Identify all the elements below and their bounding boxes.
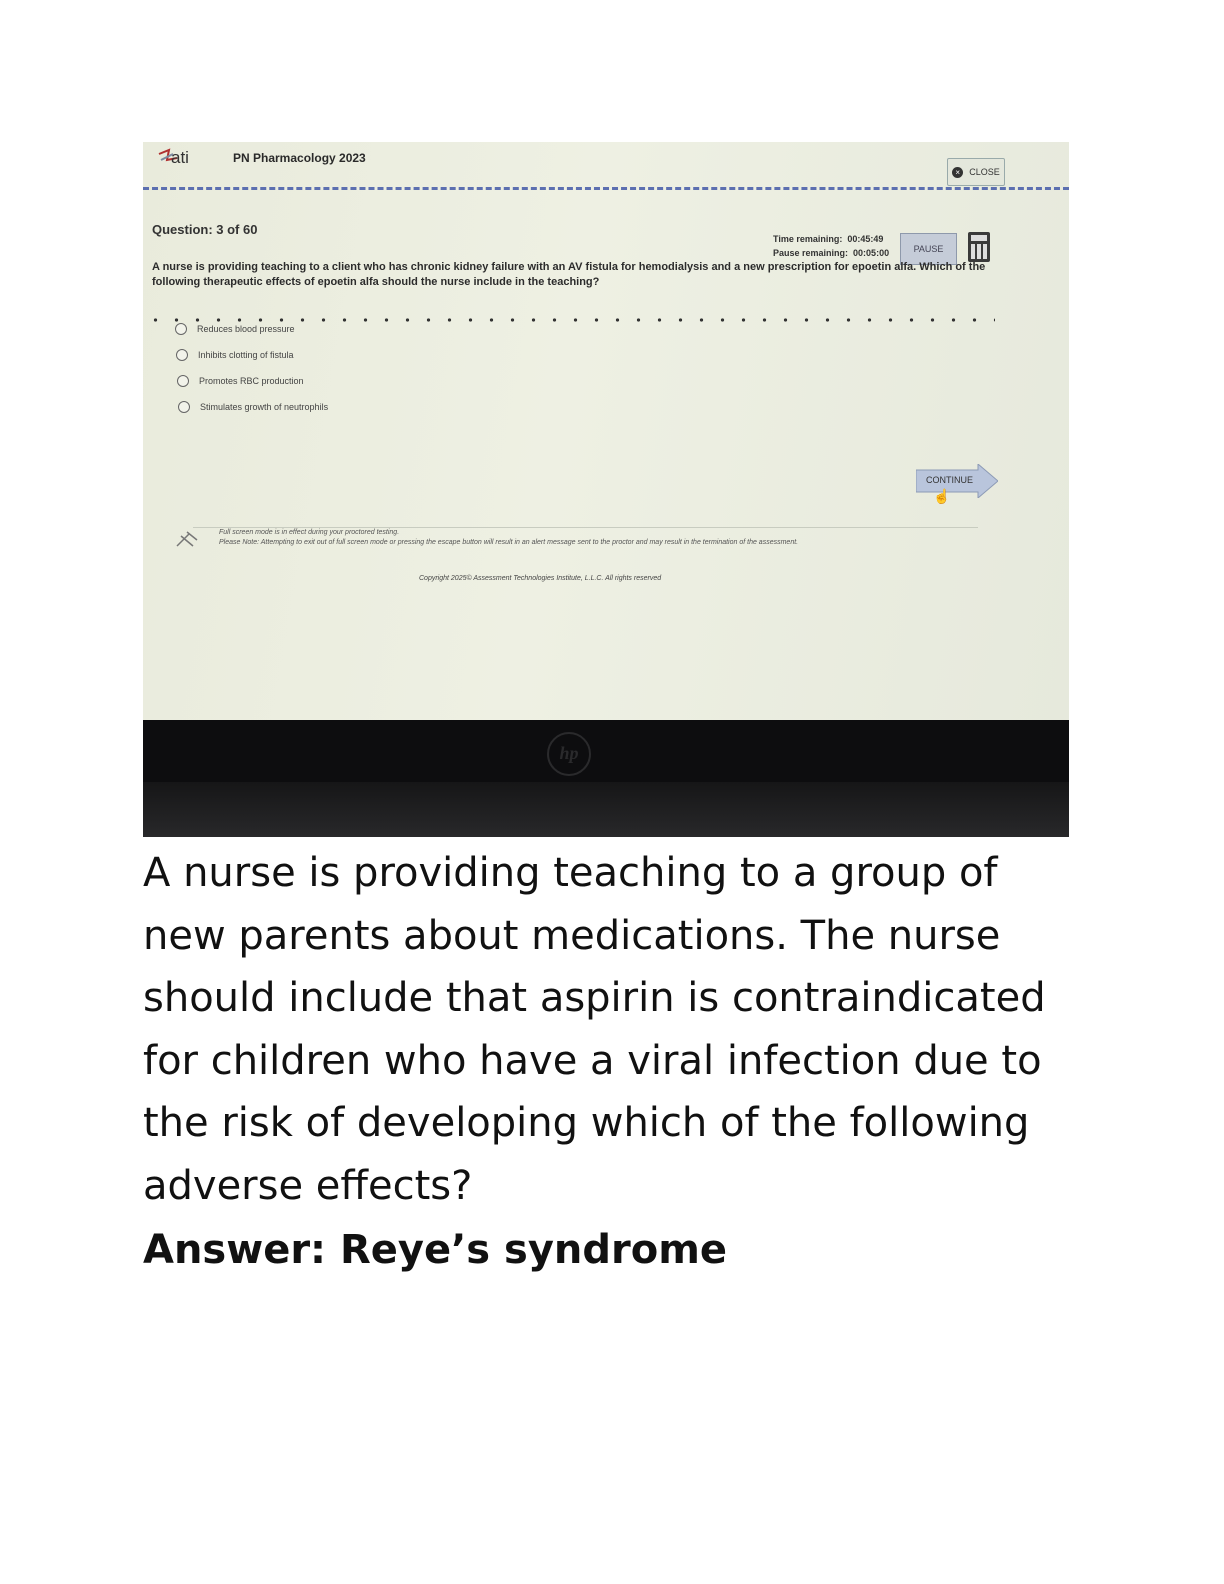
continue-label: CONTINUE	[926, 475, 973, 485]
option-label: Reduces blood pressure	[197, 324, 295, 334]
time-remaining-label: Time remaining:	[773, 234, 843, 244]
fullscreen-notice	[219, 528, 959, 548]
notice-line-2: Please Note: Attempting to exit out of full screen mode or pressing the escape button will result in an alert message sent to the proctor and may result in the termination of the assessment.	[219, 539, 799, 546]
ati-footer-logo-icon	[173, 528, 203, 552]
laptop-screen	[143, 142, 1069, 720]
close-button[interactable]	[947, 158, 1005, 186]
continue-button[interactable]	[916, 464, 998, 498]
body-question: A nurse is providing teaching to a group of new parents about medications. The nurse should include that aspirin is contraindicated for children who have a viral infection due to the risk of developing which of the following adverse effects?	[143, 850, 1046, 1209]
option-3[interactable]	[177, 375, 304, 387]
screenshot-photo	[143, 142, 1069, 837]
pause-remaining-label: Pause remaining:	[773, 248, 849, 258]
option-4[interactable]	[178, 401, 328, 413]
radio-button[interactable]	[175, 323, 187, 335]
option-2[interactable]	[176, 349, 294, 361]
question-number: Question: 3 of 60	[152, 222, 258, 237]
calculator-icon[interactable]	[968, 232, 990, 262]
radio-button[interactable]	[178, 401, 190, 413]
option-label: Inhibits clotting of fistula	[198, 350, 294, 360]
hp-logo-icon: hp	[547, 732, 591, 776]
option-label: Stimulates growth of neutrophils	[200, 402, 329, 412]
answer: Answer: Reye’s syndrome	[143, 1227, 728, 1273]
notice-line-1: Full screen mode is in effect during your proctored testing.	[219, 529, 400, 536]
hand-cursor-icon: ☝	[933, 488, 951, 504]
keyboard-area	[143, 782, 1069, 837]
header-divider	[143, 187, 1069, 190]
course-title: PN Pharmacology 2023	[233, 151, 366, 165]
pause-remaining-value: 00:05:00	[853, 248, 890, 258]
close-icon: ×	[952, 167, 963, 178]
timers	[773, 232, 889, 260]
question-text: A nurse is providing teaching to a client who has chronic kidney failure with an AV fistula for hemodialysis and a new prescription for epoetin alfa. Which of the following therapeutic effects of epoetin alfa should the nurse include in the teaching?	[152, 261, 986, 288]
time-remaining-value: 00:45:49	[847, 234, 884, 244]
option-1[interactable]	[175, 323, 295, 335]
option-label: Promotes RBC production	[199, 376, 304, 386]
pause-button[interactable]: PAUSE	[900, 233, 957, 265]
ati-logo-text: ati	[171, 148, 189, 167]
radio-button[interactable]	[176, 349, 188, 361]
close-label: CLOSE	[969, 167, 1000, 177]
copyright: Copyright 2025© Assessment Technologies Institute, L.L.C. All rights reserved	[419, 575, 662, 582]
radio-button[interactable]	[177, 375, 189, 387]
